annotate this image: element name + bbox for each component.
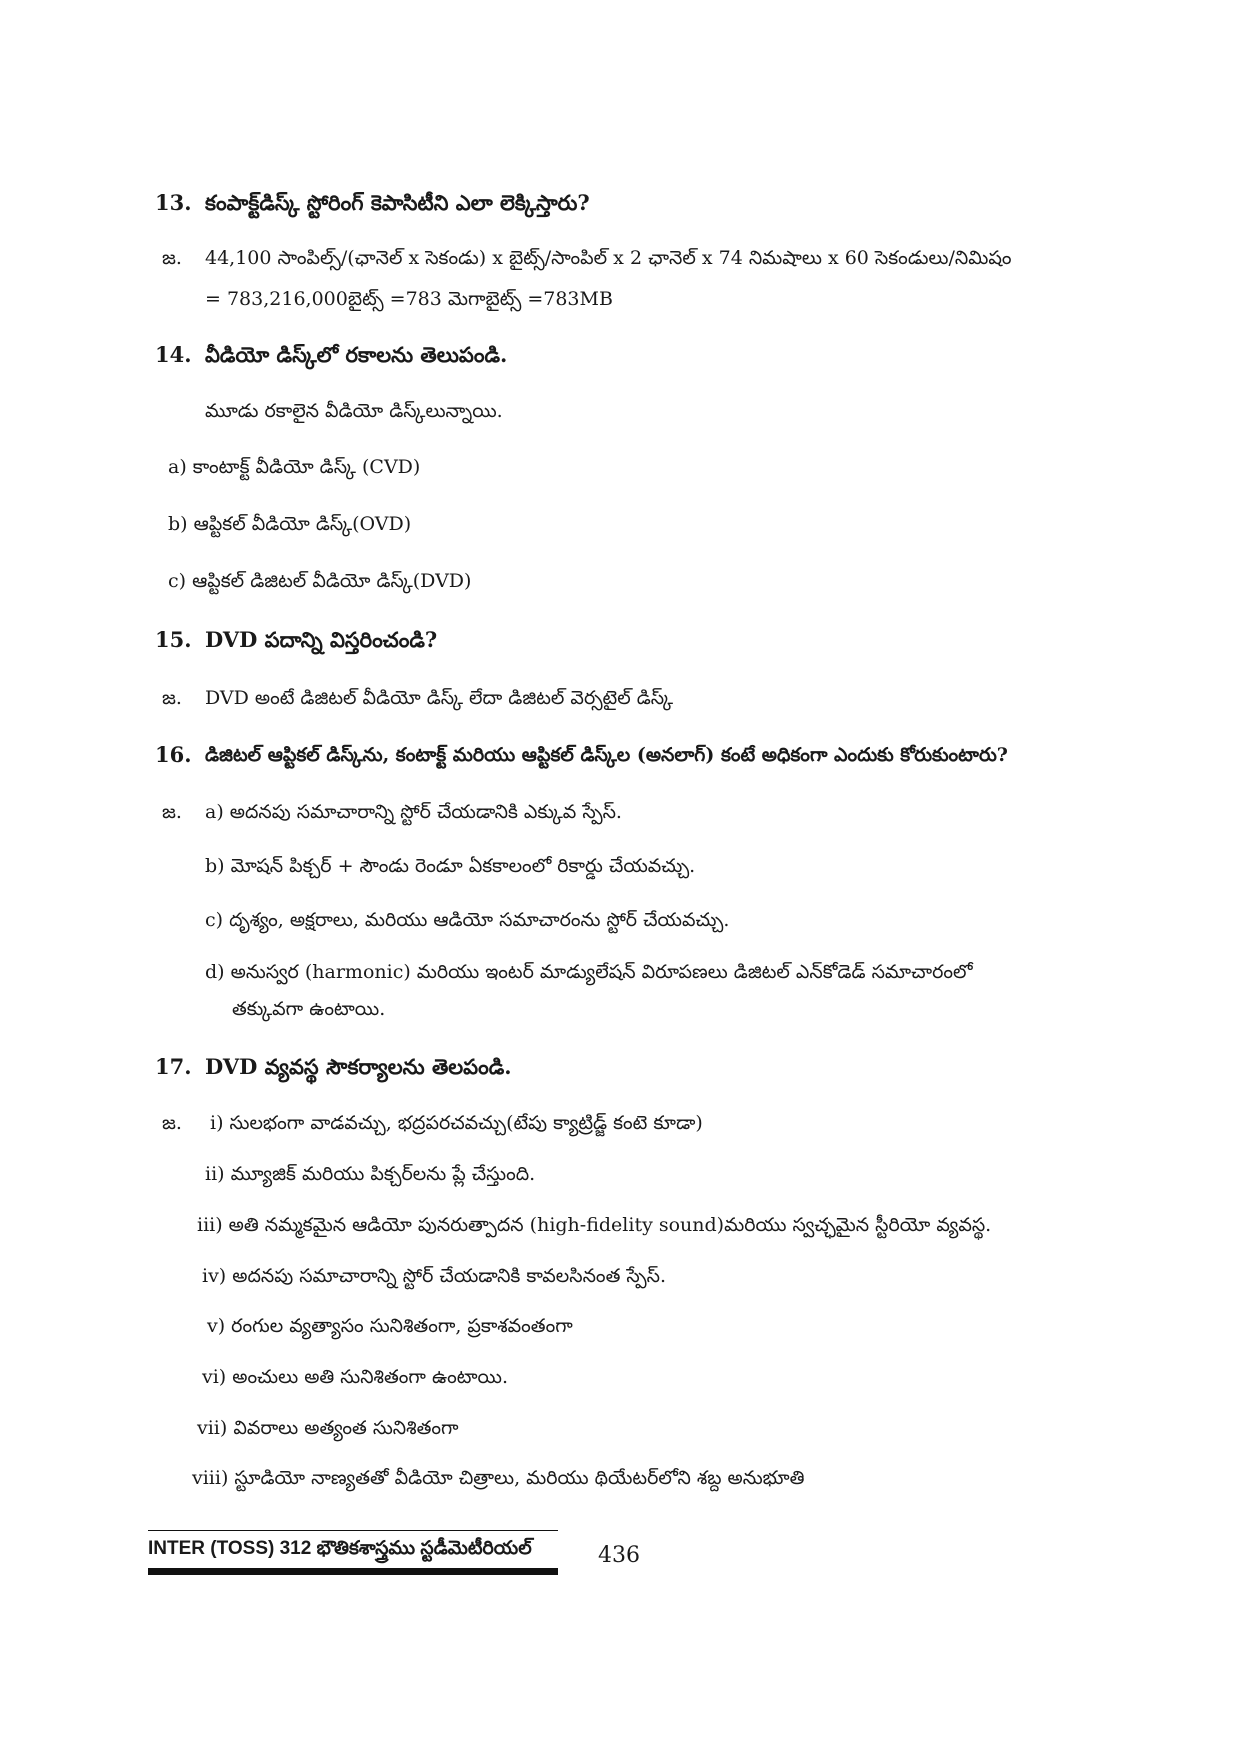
question-14-text: వీడియో డిస్క్‌లో రకాలను తెలుపండి. <box>205 342 508 367</box>
question-15-text: DVD పదాన్ని విస్తరించండి? <box>205 627 438 652</box>
answer-17-item-vii: vii) వివరాలు అత్యంత సునిశితంగా <box>197 1417 459 1439</box>
answer-17-item-viii: viii) స్టూడియో నాణ్యతతో వీడియో చిత్రాలు, మరియు థియేటర్‌లోని శబ్ద అనుభూతి <box>192 1467 805 1489</box>
footer-bottom-rule <box>148 1568 558 1575</box>
answer-14-intro: మూడు రకాలైన వీడియో డిస్క్‌లున్నాయి. <box>205 400 503 422</box>
answer-17-marker: జ. <box>162 1112 182 1134</box>
question-14-number: 14. <box>155 342 192 367</box>
answer-15-marker: జ. <box>162 687 182 709</box>
answer-16-item-c: c) దృశ్యం, అక్షరాలు, మరియు ఆడియో సమాచారంను స్టోర్ చేయవచ్చు. <box>205 909 730 931</box>
answer-16-item-a: a) అదనపు సమాచారాన్ని స్టోర్ చేయడానికి ఎక్కువ స్పేస్. <box>205 801 622 823</box>
footer-top-rule <box>148 1530 558 1531</box>
answer-13-marker: జ. <box>162 247 182 269</box>
answer-14-item-b: b) ఆప్టికల్ వీడియో డిస్క్(OVD) <box>168 513 412 535</box>
answer-17-item-vi: vi) అంచులు అతి సునిశితంగా ఉంటాయి. <box>202 1366 508 1388</box>
answer-13-line-2: = 783,216,000బైట్స్ =783 మెగాబైట్స్ =783MB <box>205 288 613 310</box>
answer-17-item-i: i) సులభంగా వాడవచ్చు, భద్రపరచవచ్చు(టేపు క్యాట్రిడ్జ్ కంటె కూడా) <box>210 1112 703 1134</box>
answer-14-item-a: a) కాంటాక్ట్ వీడియో డిస్క్ (CVD) <box>168 456 421 478</box>
answer-17-item-v: v) రంగుల వ్యత్యాసం సునిశితంగా, ప్రకాశవంతంగా <box>207 1315 573 1337</box>
question-15-number: 15. <box>155 627 192 652</box>
question-16-number: 16. <box>155 742 192 767</box>
question-16-text: డిజిటల్ ఆప్టికల్ డిస్క్‌ను, కంటాక్ట్ మరియు ఆప్టికల్ డిస్క్‌ల (అనలాగ్) కంటే అధికంగా ఎందుకు కోరుకుంటారు? <box>205 744 1008 766</box>
answer-14-item-c: c) ఆప్టికల్ డిజిటల్ వీడియో డిస్క్(DVD) <box>168 570 472 592</box>
answer-16-item-b: b) మోషన్ పిక్చర్ + సౌండు రెండూ ఏకకాలంలో రికార్డు చేయవచ్చు. <box>205 855 696 877</box>
answer-16-item-d-continued: తక్కువగా ఉంటాయి. <box>232 998 386 1020</box>
answer-17-item-iv: iv) అదనపు సమాచారాన్ని స్టోర్ చేయడానికి కావలసినంత స్పేస్. <box>202 1265 666 1287</box>
answer-17-item-ii: ii) మ్యూజిక్ మరియు పిక్చర్‌లను ప్లే చేస్తుంది. <box>205 1163 536 1185</box>
question-17-text: DVD వ్యవస్థ సౌకర్యాలను తెలపండి. <box>205 1054 512 1079</box>
question-13-number: 13. <box>155 190 192 215</box>
question-17-number: 17. <box>155 1054 192 1079</box>
answer-15-text: DVD అంటే డిజిటల్ వీడియో డిస్క్ లేదా డిజిటల్ వెర్సటైల్ డిస్క్ <box>205 687 674 709</box>
answer-17-item-iii: iii) అతి నమ్మకమైన ఆడియో పునరుత్పాదన (high-fidelity sound)మరియు స్వచ్ఛమైన స్టీరియో వ్యవస్థ. <box>197 1214 992 1236</box>
footer-title: INTER (TOSS) 312 భౌతికశాస్త్రము స్టడీమెటీరియల్ <box>148 1538 532 1559</box>
answer-16-marker: జ. <box>162 801 182 823</box>
answer-13-line-1: 44,100 సాంపిల్స్/(ఛానెల్ x సెకండు) x బైట్స్/సాంపిల్ x 2 ఛానెల్ x 74 నిమషాలు x 60 సెకండులు/నిమిషం <box>205 247 1012 269</box>
question-13-text: కంపాక్ట్‌డిస్క్ స్టోరింగ్ కెపాసిటీని ఎలా లెక్కిస్తారు? <box>205 190 590 215</box>
page-number: 436 <box>598 1543 640 1568</box>
answer-16-item-d: d) అనుస్వర (harmonic) మరియు ఇంటర్ మాడ్యులేషన్ విరూపణలు డిజిటల్ ఎన్‌కోడెడ్ సమాచారంలో <box>205 961 973 983</box>
